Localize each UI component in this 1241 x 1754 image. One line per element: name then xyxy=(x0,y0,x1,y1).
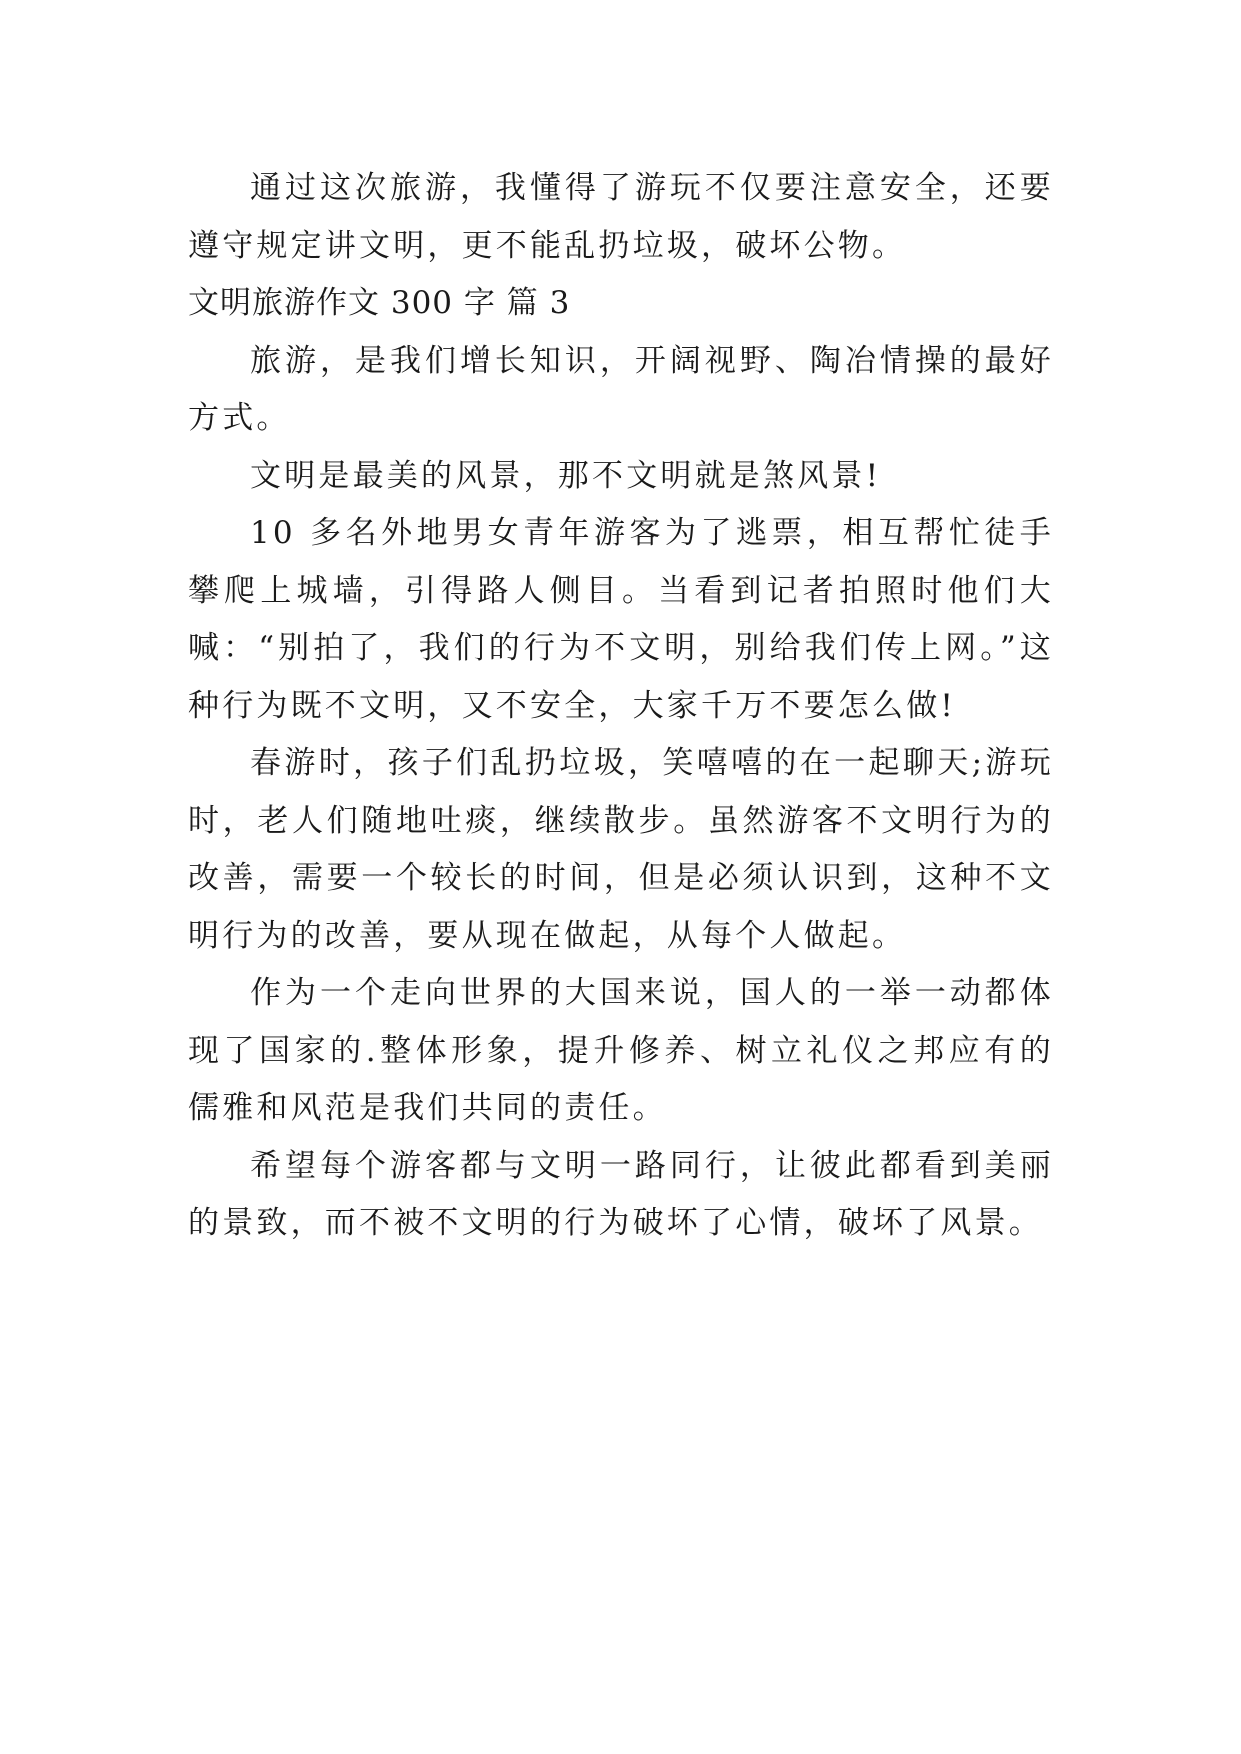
paragraph: 作为一个走向世界的大国来说，国人的一举一动都体现了国家的.整体形象，提升修养、树立礼仪之邦应有的儒雅和风范是我们共同的责任。 xyxy=(188,975,1054,1126)
paragraph: 春游时，孩子们乱扔垃圾，笑嘻嘻的在一起聊天;游玩时，老人们随地吐痰，继续散步。虽然游客不文明行为的改善，需要一个较长的时间，但是必须认识到，这种不文明行为的改善，要从现在做起，从每个人做起。 xyxy=(188,745,1054,954)
document-body xyxy=(188,160,1054,1253)
paragraph: 旅游，是我们增长知识，开阔视野、陶冶情操的最好方式。 xyxy=(188,342,1054,436)
paragraph-intro: 通过这次旅游，我懂得了游玩不仅要注意安全，还要遵守规定讲文明，更不能乱扔垃圾，破坏公物。 xyxy=(188,170,1054,264)
paragraph: 希望每个游客都与文明一路同行，让彼此都看到美丽的景致，而不被不文明的行为破坏了心情，破坏了风景。 xyxy=(188,1147,1054,1241)
paragraph: 10 多名外地男女青年游客为了逃票，相互帮忙徒手攀爬上城墙，引得路人侧目。当看到记者拍照时他们大喊：“别拍了，我们的行为不文明，别给我们传上网。”这种行为既不文明，又不安全，大家千万不要怎么做! xyxy=(188,515,1054,724)
section-title: 文明旅游作文 300 字 篇 3 xyxy=(188,285,571,321)
paragraph: 文明是最美的风景，那不文明就是煞风景! xyxy=(250,457,882,494)
